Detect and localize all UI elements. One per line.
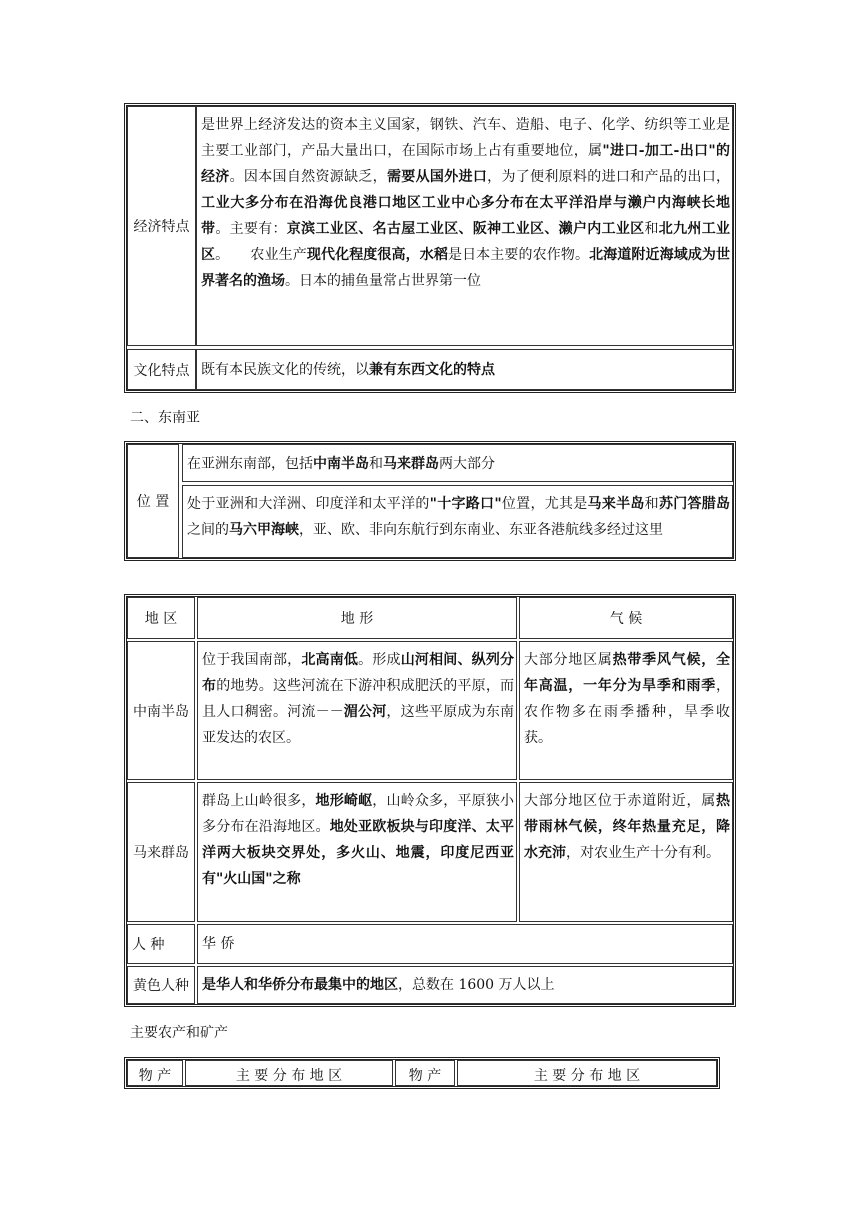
bold-text-segment: 地处亚欧板块与印度洋、太平洋两大板块交界处，多火山、地震，印度尼西亚有"火山国"之称 xyxy=(202,819,515,887)
bold-text-segment: 马来群岛 xyxy=(383,456,439,472)
products-header-2: 主 要 分 布 地 区 xyxy=(185,1060,393,1086)
malay-terrain xyxy=(197,782,517,922)
bold-text-segment: 中南半岛 xyxy=(313,456,369,472)
bold-text-segment: "十字路口" xyxy=(429,496,502,512)
bold-text-segment: 苏门答腊岛 xyxy=(658,496,731,512)
text-segment: 。主要有： xyxy=(215,221,287,237)
text-segment: 位于我国南部， xyxy=(202,652,302,668)
bold-text-segment: 热带雨林气候，终年热量充足，降水充沛 xyxy=(524,793,730,861)
bold-text-segment: "进口-加工-出口"的经济 xyxy=(201,143,730,185)
text-segment: 和 xyxy=(644,496,659,512)
culture-text xyxy=(196,349,733,390)
header-terrain: 地 形 xyxy=(197,597,517,639)
products-header-4: 主 要 分 布 地 区 xyxy=(457,1060,717,1086)
location-label: 位 置 xyxy=(127,444,179,558)
text-segment: 大部分地区属 xyxy=(524,652,613,668)
text-segment: ，为了便利原料的进口和产品的出口， xyxy=(487,169,731,185)
indochina-terrain xyxy=(197,641,517,780)
indochina-climate xyxy=(519,641,733,780)
text-segment: 大部分地区位于赤道附近，属 xyxy=(524,793,716,809)
yellow-race-text xyxy=(197,966,733,1004)
bold-text-segment: 兼有东西文化的特点 xyxy=(369,362,495,378)
text-segment: 。因本国自然资源缺乏， xyxy=(229,169,387,185)
bold-text-segment: 山河相间、纵列分布 xyxy=(202,652,515,694)
text-segment: ，农作物多在雨季播种，旱季收获。 xyxy=(524,678,730,746)
text-segment: 和 xyxy=(369,456,383,472)
text-segment: 在亚洲东南部，包括 xyxy=(187,456,313,472)
bold-text-segment: 北海道附近海域成为世界著名的渔场 xyxy=(201,247,731,289)
text-segment: 两大部分 xyxy=(439,456,495,472)
bold-text-segment: 北高南低 xyxy=(301,652,359,668)
text-segment: 是世界上经济发达的资本主义国家，钢铁、汽车、造船、电子、化学、纺织等工业是主要工业部门，产品大量出口，在国际市场上占有重要地位，属 xyxy=(201,117,730,159)
text-segment: 是日本主要的农作物。 xyxy=(447,247,590,263)
header-climate: 气 候 xyxy=(519,597,733,639)
location-row1 xyxy=(182,444,733,482)
section-title-southeast-asia: 二、东南亚 xyxy=(130,410,200,426)
products-header-3: 物 产 xyxy=(395,1060,455,1086)
bold-text-segment: 马来半岛 xyxy=(587,496,645,512)
bold-text-segment: 是华人和华侨分布最集中的地区 xyxy=(202,977,398,993)
bold-text-segment: 北九州工业区 xyxy=(201,221,731,263)
text-segment: ，亚、欧、非向东航行到东南业、东亚各港航线多经过这里 xyxy=(299,522,663,538)
text-segment: 处于亚洲和大洋洲、印度洋和太平洋的 xyxy=(187,496,430,512)
culture-label: 文化特点 xyxy=(127,349,196,390)
bold-text-segment: 热带季风气候，全年高温，一年分为旱季和雨季 xyxy=(524,652,731,694)
text-segment: 之间的 xyxy=(187,522,229,538)
text-segment: 的地势。这些河流在下游冲积成肥沃的平原，而且人口稠密。河流－－ xyxy=(202,678,515,720)
race-value: 华 侨 xyxy=(197,924,733,964)
race-label: 人 种 xyxy=(127,924,195,964)
region-malay-label: 马来群岛 xyxy=(127,782,195,922)
text-segment: 。形成 xyxy=(358,652,401,668)
economy-label: 经济特点 xyxy=(127,106,196,346)
malay-climate xyxy=(519,782,733,922)
products-header-1: 物 产 xyxy=(127,1060,183,1086)
bold-text-segment: 现代化程度很高，水稻 xyxy=(306,247,448,263)
text-segment: 既有本民族文化的传统，以 xyxy=(201,362,369,378)
bold-text-segment: 工业大多分布在沿海优良港口地区工业中心多分布在太平洋沿岸与濑户内海峡长地带 xyxy=(201,195,730,237)
text-segment: ，这些平原成为东南亚发达的农区。 xyxy=(202,704,515,746)
bold-text-segment: 湄公河 xyxy=(343,704,387,720)
header-region: 地 区 xyxy=(127,597,195,639)
section-title-products: 主要农产和矿产 xyxy=(130,1025,228,1041)
text-segment: 。日本的捕鱼量常占世界第一位 xyxy=(285,273,481,289)
yellow-race-label: 黄色人种 xyxy=(127,966,195,1004)
text-segment: ，总数在 1600 万人以上 xyxy=(398,977,555,993)
text-segment: 。 农业生产 xyxy=(215,247,307,263)
text-segment: 群岛上山岭很多， xyxy=(202,793,316,809)
text-segment: 和 xyxy=(644,221,659,237)
region-indochina-label: 中南半岛 xyxy=(127,641,195,780)
bold-text-segment: 京滨工业区、名古屋工业区、阪神工业区、濑户内工业区 xyxy=(286,221,645,237)
text-segment: ，山岭众多，平原狭小多分布在沿海地区。 xyxy=(202,793,515,835)
bold-text-segment: 马六甲海峡 xyxy=(229,522,299,538)
text-segment: 位置，尤其是 xyxy=(501,496,588,512)
bold-text-segment: 地形崎岖 xyxy=(315,793,373,809)
bold-text-segment: 需要从国外进口 xyxy=(387,169,488,185)
location-row2 xyxy=(182,485,733,558)
economy-text xyxy=(196,106,733,346)
text-segment: ，对农业生产十分有利。 xyxy=(566,845,720,861)
